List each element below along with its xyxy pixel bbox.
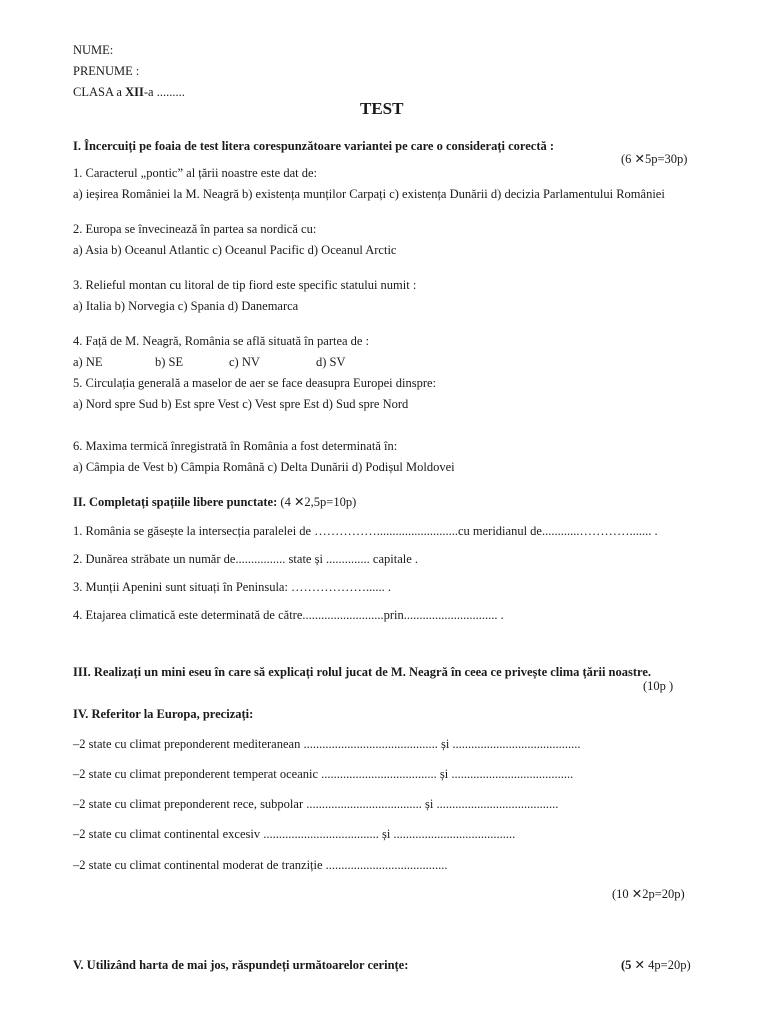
question-4-option-d: d) SV <box>316 355 346 369</box>
section-2-heading: II. Completați spațiile libere punctate: <box>73 495 278 509</box>
section-2-score: (4 ✕2,5p=10p) <box>277 495 357 509</box>
question-4: 4. Față de M. Neagră, România se află situată în partea de : <box>73 334 370 348</box>
name-field-label: NUME: <box>73 43 114 57</box>
section-1-heading: I. Încercuiți pe foaia de test litera corespunzătoare variantei pe care o considerați corectă : <box>73 139 555 153</box>
question-2-options: a) Asia b) Oceanul Atlantic c) Oceanul Pacific d) Oceanul Arctic <box>73 243 397 257</box>
page-title: TEST <box>360 99 404 118</box>
climate-line-continental-moderate: –2 state cu climat continental moderat de tranziție ....................................... <box>73 858 448 872</box>
question-1: 1. Caracterul „pontic” al țării noastre este dat de: <box>73 166 317 180</box>
question-5-options: a) Nord spre Sud b) Est spre Vest c) Vest spre Est d) Sud spre Nord <box>73 397 409 411</box>
section-5-score-detail: ✕ 4p=20p) <box>631 958 691 972</box>
question-4-option-b: b) SE <box>155 355 184 369</box>
section-4-heading: IV. Referitor la Europa, precizați: <box>73 707 254 721</box>
section-2-heading-line <box>73 495 356 510</box>
question-6-options: a) Câmpia de Vest b) Câmpia Română c) Delta Dunării d) Podișul Moldovei <box>73 460 455 474</box>
climate-line-mediterranean: –2 state cu climat preponderent mediteranean ........................................... și ......................................... <box>73 737 581 751</box>
section-5-heading: V. Utilizând harta de mai jos, răspundeți următoarelor cerințe: <box>73 958 409 972</box>
question-3-options: a) Italia b) Norvegia c) Spania d) Danemarca <box>73 299 299 313</box>
fill-in-1: 1. România se găsește la intersecția paralelei de ……………..........................cu meridianul de............…………....... . <box>73 524 658 538</box>
question-1-options: a) ieșirea României la M. Neagră b) existența munților Carpați c) existența Dunării d) decizia Parlamentului României <box>73 187 665 201</box>
fill-in-4: 4. Etajarea climatică este determinată de către..........................prin.............................. . <box>73 608 504 622</box>
question-4-option-c: c) NV <box>229 355 260 369</box>
climate-line-oceanic: –2 state cu climat preponderent temperat oceanic ..................................... și ....................................... <box>73 767 574 781</box>
class-field-label <box>73 85 185 100</box>
section-3-score: (10p ) <box>643 679 674 693</box>
climate-line-subpolar: –2 state cu climat preponderent rece, subpolar ..................................... și ....................................... <box>73 797 559 811</box>
question-4-option-a: a) NE <box>73 355 103 369</box>
section-4-score: (10 ✕2p=20p) <box>612 887 685 901</box>
section-3-heading: III. Realizați un mini eseu în care să explicați rolul jucat de M. Neagră în ceea ce privește clima țării noastre. <box>73 665 652 679</box>
class-suffix: -a ......... <box>143 85 185 99</box>
question-5: 5. Circulația generală a maselor de aer se face deasupra Europei dinspre: <box>73 376 437 390</box>
fill-in-2: 2. Dunărea străbate un număr de................ state și .............. capitale . <box>73 552 419 566</box>
class-number: XII <box>125 85 144 99</box>
surname-field-label: PRENUME : <box>73 64 140 78</box>
section-5-score <box>621 958 691 973</box>
fill-in-3: 3. Munții Apenini sunt situați în Peninsula: ………………...... . <box>73 580 392 594</box>
question-2: 2. Europa se învecinează în partea sa nordică cu: <box>73 222 317 236</box>
class-prefix: CLASA a <box>73 85 126 99</box>
question-6: 6. Maxima termică înregistrată în România a fost determinată în: <box>73 439 398 453</box>
climate-line-continental-excessive: –2 state cu climat continental excesiv ..................................... și ....................................... <box>73 827 516 841</box>
question-3: 3. Relieful montan cu litoral de tip fiord este specific statului numit : <box>73 278 417 292</box>
section-5-score-number: (5 <box>621 958 632 972</box>
section-1-score: (6 ✕5p=30p) <box>621 152 688 166</box>
